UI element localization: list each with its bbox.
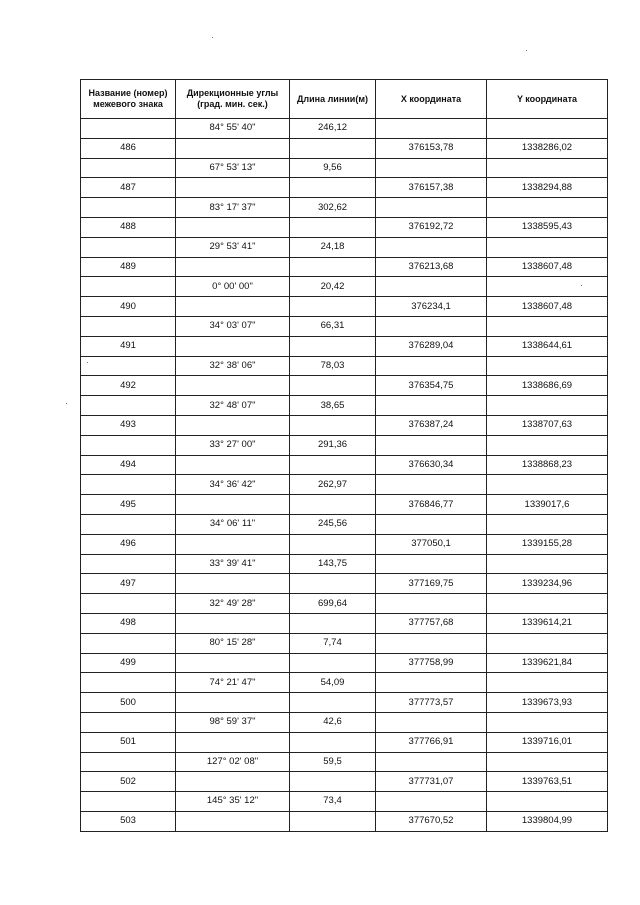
line-length-cell bbox=[290, 455, 376, 475]
table-row bbox=[81, 633, 608, 653]
table-row bbox=[81, 811, 608, 831]
table-row bbox=[81, 475, 608, 495]
line-length-cell bbox=[290, 732, 376, 752]
line-length-cell: 143,75 bbox=[290, 554, 376, 574]
x-coordinate-cell bbox=[376, 356, 487, 376]
y-coordinate-cell bbox=[487, 198, 608, 218]
marker-name-cell: 499 bbox=[81, 653, 176, 673]
direction-angle-cell: 74° 21' 47" bbox=[176, 673, 290, 693]
y-coordinate-cell: 1338644,61 bbox=[487, 336, 608, 356]
table-row bbox=[81, 198, 608, 218]
line-length-cell bbox=[290, 297, 376, 317]
marker-name-cell bbox=[81, 752, 176, 772]
direction-angle-cell bbox=[176, 534, 290, 554]
y-coordinate-cell: 1338607,48 bbox=[487, 297, 608, 317]
x-coordinate-cell: 377757,68 bbox=[376, 613, 487, 633]
header-y-coordinate: Y координата bbox=[487, 80, 608, 119]
x-coordinate-cell: 376630,34 bbox=[376, 455, 487, 475]
marker-name-cell bbox=[81, 198, 176, 218]
y-coordinate-cell bbox=[487, 792, 608, 812]
x-coordinate-cell: 376213,68 bbox=[376, 257, 487, 277]
marker-name-cell: 494 bbox=[81, 455, 176, 475]
x-coordinate-cell bbox=[376, 752, 487, 772]
table-row bbox=[81, 752, 608, 772]
table-row bbox=[81, 712, 608, 732]
table-row bbox=[81, 376, 608, 396]
scan-speck bbox=[212, 37, 213, 38]
x-coordinate-cell: 376846,77 bbox=[376, 495, 487, 515]
x-coordinate-cell bbox=[376, 475, 487, 495]
y-coordinate-cell bbox=[487, 356, 608, 376]
x-coordinate-cell bbox=[376, 316, 487, 336]
x-coordinate-cell: 376153,78 bbox=[376, 138, 487, 158]
table-header-row bbox=[81, 80, 608, 119]
y-coordinate-cell: 1339155,28 bbox=[487, 534, 608, 554]
x-coordinate-cell: 376157,38 bbox=[376, 178, 487, 198]
table-row bbox=[81, 158, 608, 178]
line-length-cell: 73,4 bbox=[290, 792, 376, 812]
marker-name-cell: 500 bbox=[81, 693, 176, 713]
direction-angle-cell: 145° 35' 12" bbox=[176, 792, 290, 812]
x-coordinate-cell bbox=[376, 119, 487, 139]
y-coordinate-cell: 1339017,6 bbox=[487, 495, 608, 515]
y-coordinate-cell: 1338607,48 bbox=[487, 257, 608, 277]
direction-angle-cell: 34° 03' 07" bbox=[176, 316, 290, 336]
y-coordinate-cell bbox=[487, 712, 608, 732]
y-coordinate-cell bbox=[487, 435, 608, 455]
y-coordinate-cell: 1339614,21 bbox=[487, 613, 608, 633]
marker-name-cell: 490 bbox=[81, 297, 176, 317]
marker-name-cell: 489 bbox=[81, 257, 176, 277]
marker-name-cell: 501 bbox=[81, 732, 176, 752]
line-length-cell bbox=[290, 613, 376, 633]
x-coordinate-cell bbox=[376, 435, 487, 455]
direction-angle-cell bbox=[176, 574, 290, 594]
y-coordinate-cell: 1339804,99 bbox=[487, 811, 608, 831]
table-row bbox=[81, 396, 608, 416]
direction-angle-cell bbox=[176, 376, 290, 396]
table-row bbox=[81, 237, 608, 257]
x-coordinate-cell: 377731,07 bbox=[376, 772, 487, 792]
header-marker-name: Название (номер) межевого знака bbox=[81, 80, 176, 119]
line-length-cell: 54,09 bbox=[290, 673, 376, 693]
line-length-cell bbox=[290, 574, 376, 594]
y-coordinate-cell: 1339234,96 bbox=[487, 574, 608, 594]
direction-angle-cell bbox=[176, 495, 290, 515]
y-coordinate-cell: 1338868,23 bbox=[487, 455, 608, 475]
table-row bbox=[81, 514, 608, 534]
table-row bbox=[81, 336, 608, 356]
x-coordinate-cell bbox=[376, 554, 487, 574]
marker-name-cell bbox=[81, 356, 176, 376]
line-length-cell: 9,56 bbox=[290, 158, 376, 178]
table-row bbox=[81, 653, 608, 673]
line-length-cell bbox=[290, 178, 376, 198]
direction-angle-cell: 33° 39' 41" bbox=[176, 554, 290, 574]
marker-name-cell bbox=[81, 633, 176, 653]
x-coordinate-cell bbox=[376, 673, 487, 693]
x-coordinate-cell: 377773,57 bbox=[376, 693, 487, 713]
marker-name-cell bbox=[81, 712, 176, 732]
line-length-cell: 246,12 bbox=[290, 119, 376, 139]
y-coordinate-cell bbox=[487, 752, 608, 772]
line-length-cell: 302,62 bbox=[290, 198, 376, 218]
line-length-cell: 42,6 bbox=[290, 712, 376, 732]
line-length-cell: 291,36 bbox=[290, 435, 376, 455]
direction-angle-cell: 80° 15' 28" bbox=[176, 633, 290, 653]
direction-angle-cell: 0° 00' 00" bbox=[176, 277, 290, 297]
line-length-cell: 24,18 bbox=[290, 237, 376, 257]
x-coordinate-cell bbox=[376, 633, 487, 653]
marker-name-cell: 488 bbox=[81, 217, 176, 237]
direction-angle-cell bbox=[176, 455, 290, 475]
y-coordinate-cell bbox=[487, 316, 608, 336]
line-length-cell bbox=[290, 376, 376, 396]
direction-angle-cell: 98° 59' 37" bbox=[176, 712, 290, 732]
marker-name-cell bbox=[81, 316, 176, 336]
table-row bbox=[81, 257, 608, 277]
y-coordinate-cell bbox=[487, 237, 608, 257]
direction-angle-cell bbox=[176, 336, 290, 356]
scan-speck bbox=[526, 50, 527, 51]
table-body bbox=[81, 119, 608, 832]
y-coordinate-cell: 1338294,88 bbox=[487, 178, 608, 198]
x-coordinate-cell: 377758,99 bbox=[376, 653, 487, 673]
line-length-cell bbox=[290, 811, 376, 831]
x-coordinate-cell: 377670,52 bbox=[376, 811, 487, 831]
direction-angle-cell bbox=[176, 653, 290, 673]
direction-angle-cell: 33° 27' 00" bbox=[176, 435, 290, 455]
x-coordinate-cell bbox=[376, 158, 487, 178]
x-coordinate-cell: 376234,1 bbox=[376, 297, 487, 317]
y-coordinate-cell bbox=[487, 396, 608, 416]
marker-name-cell: 503 bbox=[81, 811, 176, 831]
direction-angle-cell: 32° 38' 06" bbox=[176, 356, 290, 376]
y-coordinate-cell: 1338595,43 bbox=[487, 217, 608, 237]
line-length-cell: 699,64 bbox=[290, 594, 376, 614]
direction-angle-cell bbox=[176, 613, 290, 633]
x-coordinate-cell: 377169,75 bbox=[376, 574, 487, 594]
marker-name-cell: 497 bbox=[81, 574, 176, 594]
direction-angle-cell bbox=[176, 732, 290, 752]
marker-name-cell: 502 bbox=[81, 772, 176, 792]
x-coordinate-cell bbox=[376, 514, 487, 534]
table-row bbox=[81, 673, 608, 693]
y-coordinate-cell: 1339673,93 bbox=[487, 693, 608, 713]
x-coordinate-cell bbox=[376, 277, 487, 297]
line-length-cell: 66,31 bbox=[290, 316, 376, 336]
line-length-cell: 262,97 bbox=[290, 475, 376, 495]
header-line-length: Длина линии(м) bbox=[290, 80, 376, 119]
marker-name-cell bbox=[81, 594, 176, 614]
y-coordinate-cell bbox=[487, 673, 608, 693]
table-row bbox=[81, 138, 608, 158]
marker-name-cell: 491 bbox=[81, 336, 176, 356]
y-coordinate-cell: 1338707,63 bbox=[487, 415, 608, 435]
table-row bbox=[81, 217, 608, 237]
table-row bbox=[81, 316, 608, 336]
y-coordinate-cell bbox=[487, 633, 608, 653]
y-coordinate-cell: 1339716,01 bbox=[487, 732, 608, 752]
y-coordinate-cell: 1339763,51 bbox=[487, 772, 608, 792]
marker-name-cell: 492 bbox=[81, 376, 176, 396]
direction-angle-cell: 83° 17' 37" bbox=[176, 198, 290, 218]
direction-angle-cell bbox=[176, 693, 290, 713]
marker-name-cell bbox=[81, 277, 176, 297]
marker-name-cell: 495 bbox=[81, 495, 176, 515]
header-x-coordinate: X координата bbox=[376, 80, 487, 119]
marker-name-cell bbox=[81, 396, 176, 416]
marker-name-cell: 487 bbox=[81, 178, 176, 198]
marker-name-cell bbox=[81, 792, 176, 812]
y-coordinate-cell: 1339621,84 bbox=[487, 653, 608, 673]
marker-name-cell bbox=[81, 514, 176, 534]
y-coordinate-cell: 1338686,69 bbox=[487, 376, 608, 396]
direction-angle-cell: 34° 36' 42" bbox=[176, 475, 290, 495]
table-row bbox=[81, 415, 608, 435]
line-length-cell bbox=[290, 217, 376, 237]
line-length-cell bbox=[290, 495, 376, 515]
x-coordinate-cell bbox=[376, 594, 487, 614]
scan-speck bbox=[66, 403, 67, 404]
line-length-cell: 59,5 bbox=[290, 752, 376, 772]
table-row bbox=[81, 119, 608, 139]
x-coordinate-cell: 376387,24 bbox=[376, 415, 487, 435]
line-length-cell: 7,74 bbox=[290, 633, 376, 653]
direction-angle-cell: 32° 49' 28" bbox=[176, 594, 290, 614]
line-length-cell bbox=[290, 415, 376, 435]
table-row bbox=[81, 574, 608, 594]
line-length-cell: 20,42 bbox=[290, 277, 376, 297]
marker-name-cell: 496 bbox=[81, 534, 176, 554]
direction-angle-cell: 84° 55' 40" bbox=[176, 119, 290, 139]
direction-angle-cell: 127° 02' 08" bbox=[176, 752, 290, 772]
x-coordinate-cell bbox=[376, 237, 487, 257]
y-coordinate-cell bbox=[487, 554, 608, 574]
y-coordinate-cell bbox=[487, 119, 608, 139]
table-row bbox=[81, 495, 608, 515]
table-row bbox=[81, 732, 608, 752]
header-direction-angle: Дирекционные углы (град. мин. сек.) bbox=[176, 80, 290, 119]
line-length-cell bbox=[290, 653, 376, 673]
direction-angle-cell bbox=[176, 217, 290, 237]
table-row bbox=[81, 455, 608, 475]
table-row bbox=[81, 693, 608, 713]
direction-angle-cell bbox=[176, 257, 290, 277]
direction-angle-cell bbox=[176, 138, 290, 158]
line-length-cell: 38,65 bbox=[290, 396, 376, 416]
x-coordinate-cell bbox=[376, 792, 487, 812]
boundary-coordinates-table bbox=[80, 79, 608, 832]
line-length-cell: 78,03 bbox=[290, 356, 376, 376]
direction-angle-cell bbox=[176, 415, 290, 435]
line-length-cell bbox=[290, 693, 376, 713]
direction-angle-cell: 32° 48' 07" bbox=[176, 396, 290, 416]
direction-angle-cell: 29° 53' 41" bbox=[176, 237, 290, 257]
y-coordinate-cell bbox=[487, 594, 608, 614]
line-length-cell bbox=[290, 534, 376, 554]
line-length-cell bbox=[290, 257, 376, 277]
y-coordinate-cell bbox=[487, 158, 608, 178]
marker-name-cell bbox=[81, 435, 176, 455]
y-coordinate-cell: 1338286,02 bbox=[487, 138, 608, 158]
direction-angle-cell bbox=[176, 772, 290, 792]
marker-name-cell: 486 bbox=[81, 138, 176, 158]
table-row bbox=[81, 772, 608, 792]
line-length-cell: 245,56 bbox=[290, 514, 376, 534]
table-row bbox=[81, 178, 608, 198]
table-row bbox=[81, 435, 608, 455]
x-coordinate-cell bbox=[376, 198, 487, 218]
y-coordinate-cell bbox=[487, 277, 608, 297]
table-row bbox=[81, 594, 608, 614]
table-row bbox=[81, 554, 608, 574]
marker-name-cell bbox=[81, 237, 176, 257]
table-row bbox=[81, 613, 608, 633]
x-coordinate-cell bbox=[376, 712, 487, 732]
direction-angle-cell bbox=[176, 811, 290, 831]
table-row bbox=[81, 792, 608, 812]
y-coordinate-cell bbox=[487, 475, 608, 495]
x-coordinate-cell: 376192,72 bbox=[376, 217, 487, 237]
direction-angle-cell bbox=[176, 297, 290, 317]
marker-name-cell bbox=[81, 554, 176, 574]
direction-angle-cell: 34° 06' 11" bbox=[176, 514, 290, 534]
direction-angle-cell: 67° 53' 13" bbox=[176, 158, 290, 178]
x-coordinate-cell: 376354,75 bbox=[376, 376, 487, 396]
direction-angle-cell bbox=[176, 178, 290, 198]
marker-name-cell bbox=[81, 475, 176, 495]
line-length-cell bbox=[290, 336, 376, 356]
marker-name-cell bbox=[81, 119, 176, 139]
table-row bbox=[81, 356, 608, 376]
marker-name-cell: 493 bbox=[81, 415, 176, 435]
y-coordinate-cell bbox=[487, 514, 608, 534]
marker-name-cell bbox=[81, 673, 176, 693]
marker-name-cell: 498 bbox=[81, 613, 176, 633]
table-row bbox=[81, 277, 608, 297]
x-coordinate-cell: 376289,04 bbox=[376, 336, 487, 356]
table-row bbox=[81, 297, 608, 317]
x-coordinate-cell: 377050,1 bbox=[376, 534, 487, 554]
marker-name-cell bbox=[81, 158, 176, 178]
x-coordinate-cell: 377766,91 bbox=[376, 732, 487, 752]
line-length-cell bbox=[290, 138, 376, 158]
x-coordinate-cell bbox=[376, 396, 487, 416]
line-length-cell bbox=[290, 772, 376, 792]
table-row bbox=[81, 534, 608, 554]
